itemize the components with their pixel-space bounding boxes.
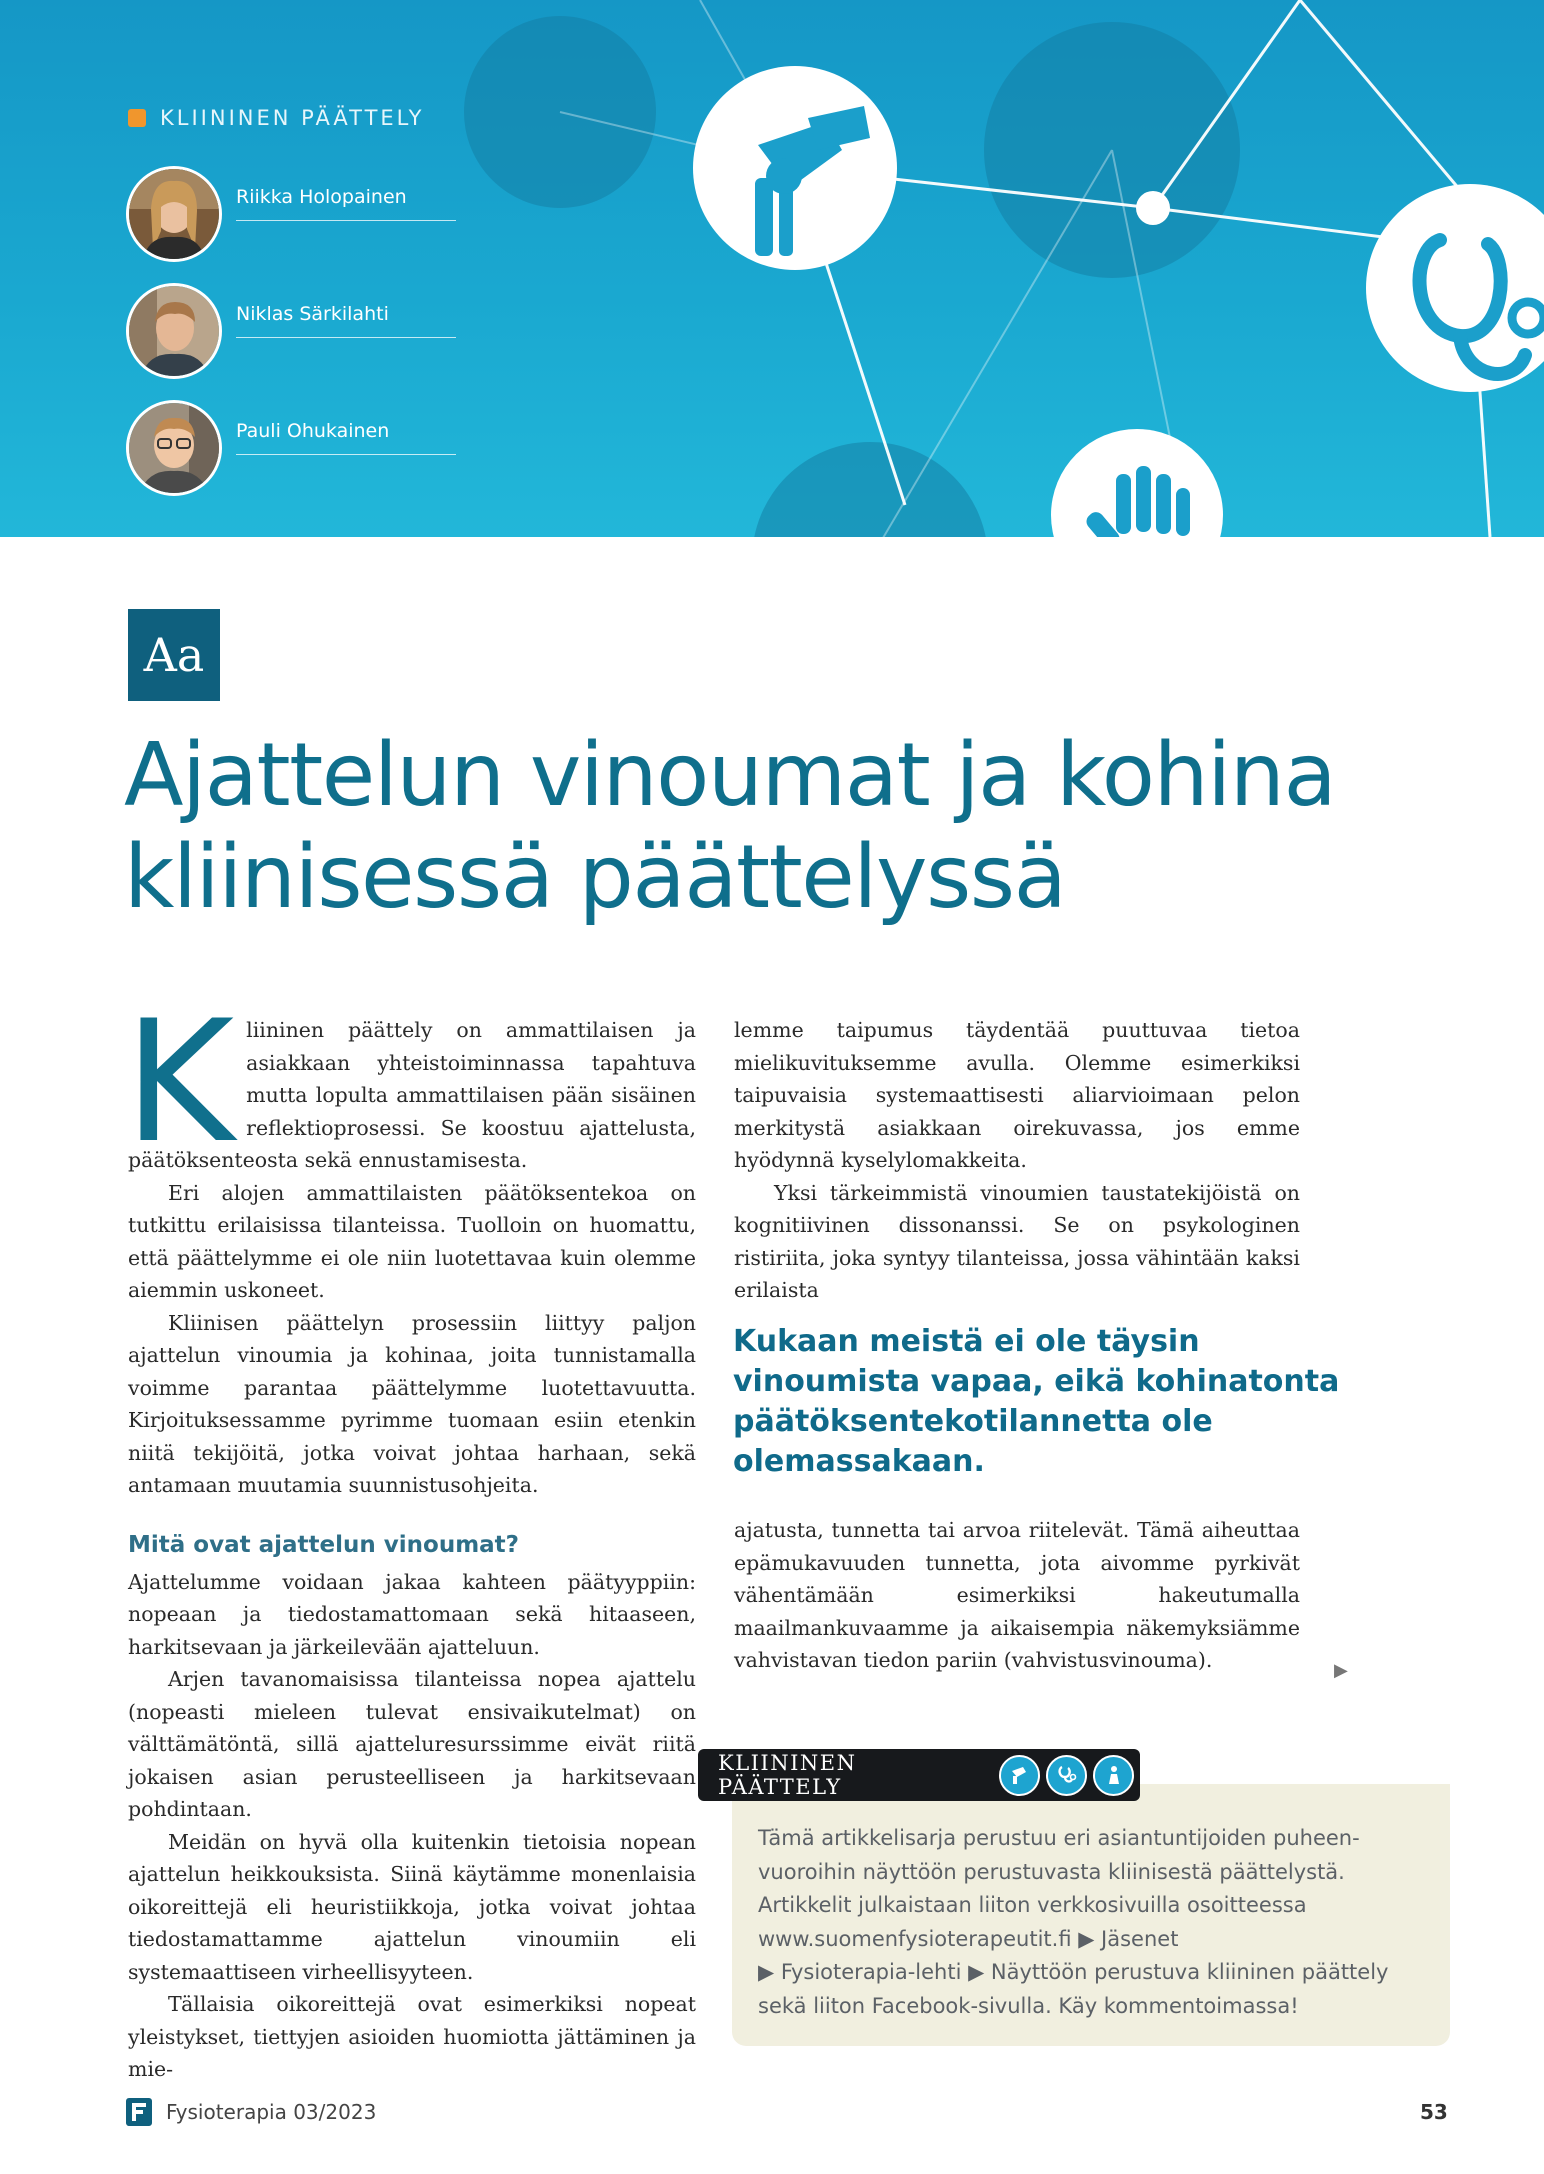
avatar [126, 166, 222, 262]
orange-square-marker [128, 109, 146, 127]
avatar [126, 283, 222, 379]
series-info-tab [698, 1749, 1140, 1801]
section-label [128, 106, 424, 130]
article-title [124, 724, 1504, 928]
footer-publication [126, 2098, 376, 2126]
knee-joint-icon [999, 1755, 1040, 1796]
hand-icon [1051, 429, 1223, 537]
section-label-text: KLIININEN PÄÄTTELY [160, 106, 425, 130]
publication-name: Fysioterapia 03/2023 [166, 2100, 377, 2124]
paragraph: Kliinisen päättelyn prosessiin liittyy paljon ajattelun vinoumia ja kohinaa, joita tunnistamalla voimme parantaa päättelymme luotettavuutta. Kirjoituksessamme pyrimme tuomaan esiin etenkin niitä tekijöitä, jotka voivat johtaa harhaan, sekä antamaan muutamia suunnistusohjeita. [128, 1310, 696, 1497]
article-column-2-top [734, 1014, 1300, 1307]
hero-banner [0, 0, 1544, 537]
stethoscope-icon [1366, 184, 1544, 392]
paragraph: Tällaisia oikoreittejä ovat esimerkiksi nopeat yleistykset, tiettyjen asioiden huomiotta jättäminen ja mie- [128, 1992, 696, 2081]
paragraph-text: liininen päättely on ammattilaisen ja asiakkaan yhteistoiminnassa tapahtuva mutta lopulta ammattilaisen pään sisäinen reflektioprosessi. Se koostuu ajattelusta, päätöksenteosta sekä ennustamisesta. [128, 1018, 696, 1172]
author-3 [126, 400, 456, 496]
paragraph: lemme taipumus täydentää puuttuvaa tietoa mielikuvituksemme avulla. Olemme esimerkiksi taipuvaisia systemaattisesti aliarvioimaan pelon merkitystä asiakkaan oirekuvassa, jos emme hyödynnä kyselylomakkeita. [734, 1018, 1300, 1172]
person-icon [1093, 1755, 1134, 1796]
author-name: Riikka Holopainen [236, 186, 456, 221]
avatar [126, 400, 222, 496]
paragraph: Ajattelumme voidaan jakaa kahteen päätyyppiin: nopeaan ja tiedostamattomaan sekä hitaaseen, harkitsevaan ja järkeilevään ajatteluun. [128, 1569, 696, 1659]
pull-quote-line: Kukaan meistä ei ole täysin [733, 1324, 1200, 1359]
paragraph: ajatusta, tunnetta tai arvoa riitelevät. Tämä aiheuttaa epämukavuuden tunnetta, jota aivomme pyrkivät vähentämään esimerkiksi hakeutumalla maailmankuvaamme ja aikaisempia näkemyksiämme vahvistavan tiedon pariin (vahvistusvinouma). [734, 1518, 1300, 1672]
series-icons [999, 1755, 1140, 1796]
author-1 [126, 166, 456, 262]
stethoscope-icon [1046, 1755, 1087, 1796]
author-name: Pauli Ohukainen [236, 420, 456, 455]
series-info-label: KLIININEN PÄÄTTELY [718, 1751, 857, 1799]
pull-quote-line: päätöksentekotilannetta ole olemassakaan. [733, 1404, 1213, 1479]
title-line: kliinisessä päättelyssä [124, 826, 1066, 928]
info-line: vuoroihin näyttöön perustuvasta kliinisestä päättelystä. [758, 1859, 1345, 1884]
article-type-badge: Aa [128, 609, 220, 701]
article-column-1 [124, 984, 696, 2086]
fysioterapia-logo-icon [126, 2098, 152, 2126]
info-line: Artikkelit julkaistaan liiton verkkosivuilla osoitteessa [758, 1893, 1307, 1917]
author-2 [126, 283, 456, 379]
page-number: 53 [1420, 2100, 1448, 2124]
knee-joint-icon [693, 66, 897, 270]
pull-quote-line: vinoumista vapaa, eikä kohinatonta [733, 1364, 1340, 1399]
drop-cap: K [124, 984, 235, 1180]
subheading: Mitä ovat ajattelun vinoumat? [128, 1531, 520, 1558]
paragraph: Meidän on hyvä olla kuitenkin tietoisia nopean ajattelun heikkouksista. Siinä käytämme monenlaisia oikoreittejä eli heuristiikkoja, jotka voivat johtaa tiedostamattamme ajattelun vinoumiin eli systemaattiseen virheellisyyteen. [128, 1829, 696, 1984]
pull-quote [733, 1322, 1473, 1482]
paragraph: Arjen tavanomaisissa tilanteissa nopea ajattelu (nopeasti mieleen tulevat ensivaikutelmat) on välttämätöntä, sillä ajatteluresurssimme eivät riitä jokaisen asian perusteelliseen ja harkitsevaan pohdintaan. [128, 1667, 696, 1821]
series-info-text [758, 1822, 1438, 2023]
info-line: ▶ Fysioterapia-lehti ▶ Näyttöön perustuva kliininen päättely [758, 1960, 1389, 1984]
info-line: Tämä artikkelisarja perustuu eri asiantuntijoiden puheen- [758, 1826, 1360, 1850]
info-line: sekä liiton Facebook-sivulla. Käy kommentoimassa! [758, 1993, 1299, 2018]
title-line: Ajattelun vinoumat ja kohina [124, 724, 1336, 826]
author-name: Niklas Särkilahti [236, 303, 456, 338]
info-line: www.suomenfysioterapeutit.fi ▶ Jäsenet [758, 1926, 1179, 1951]
article-column-2-bottom [734, 1514, 1300, 1677]
intro-paragraph [124, 984, 696, 1180]
continue-arrow-icon: ▶ [1334, 1660, 1348, 1681]
paragraph: Eri alojen ammattilaisten päätöksentekoa on tutkittu erilaisissa tilanteissa. Tuolloin on huomattu, että päättelymme ei ole niin luotettavaa kuin olemme aiemmin uskoneet. [128, 1180, 696, 1302]
paragraph: Yksi tärkeimmistä vinoumien taustatekijöistä on kognitiivinen dissonanssi. Se on psykologinen ristiriita, joka syntyy tilanteissa, jossa vähintään kaksi erilaista [734, 1180, 1300, 1302]
